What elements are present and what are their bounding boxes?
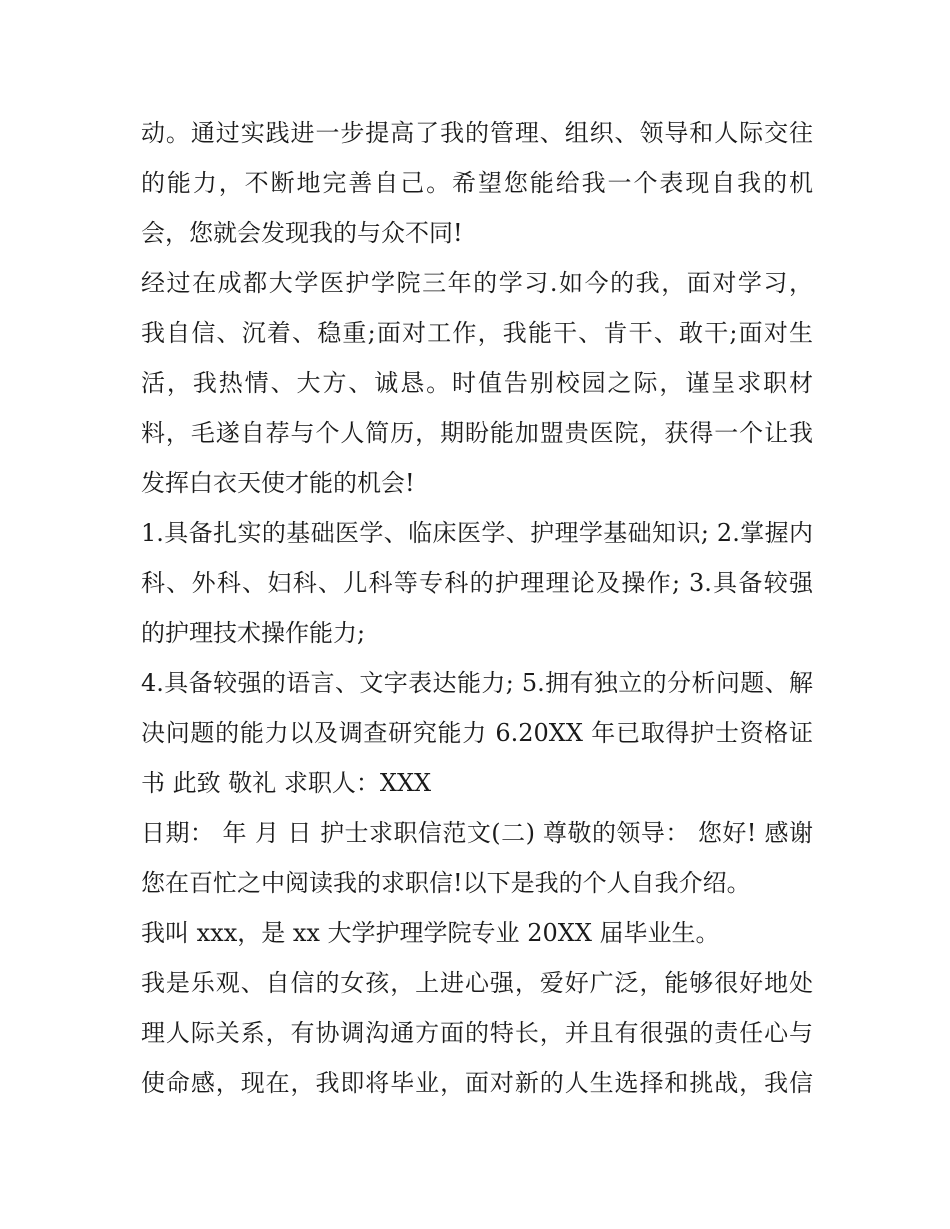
text-line: 使命感，现在，我即将毕业，面对新的人生选择和挑战，我信 bbox=[141, 1069, 813, 1097]
text-line: 4.具备较强的语言、文字表达能力; 5.拥有独立的分析问题、解 bbox=[141, 669, 813, 697]
text-line: 的能力，不断地完善自己。希望您能给我一个表现自我的机 bbox=[141, 169, 813, 197]
text-line: 日期： 年 月 日 护士求职信范文(二) 尊敬的领导： 您好! 感谢 bbox=[141, 819, 813, 847]
text-line: 您在百忙之中阅读我的求职信!以下是我的个人自我介绍。 bbox=[141, 869, 751, 897]
text-line: 动。通过实践进一步提高了我的管理、组织、领导和人际交往 bbox=[141, 119, 813, 147]
text-line: 科、外科、妇科、儿科等专科的护理理论及操作; 3.具备较强 bbox=[141, 569, 813, 597]
text-line: 我是乐观、自信的女孩，上进心强，爱好广泛，能够很好地处 bbox=[141, 969, 813, 997]
text-line: 我叫 xxx，是 xx 大学护理学院专业 20XX 届毕业生。 bbox=[141, 919, 720, 947]
text-line: 活，我热情、大方、诚恳。时值告别校园之际，谨呈求职材 bbox=[141, 369, 813, 397]
text-line: 的护理技术操作能力; bbox=[141, 619, 366, 647]
letter-body bbox=[141, 108, 813, 1108]
text-line: 理人际关系，有协调沟通方面的特长，并且有很强的责任心与 bbox=[141, 1019, 813, 1047]
text-line: 1.具备扎实的基础医学、临床医学、护理学基础知识; 2.掌握内 bbox=[141, 519, 813, 547]
text-line: 决问题的能力以及调查研究能力 6.20XX 年已取得护士资格证 bbox=[141, 719, 813, 747]
text-line: 我自信、沉着、稳重;面对工作，我能干、肯干、敢干;面对生 bbox=[141, 319, 813, 347]
text-line: 会，您就会发现我的与众不同! bbox=[141, 219, 463, 247]
text-line: 书 此致 敬礼 求职人：XXX bbox=[141, 769, 432, 797]
text-line: 经过在成都大学医护学院三年的学习.如今的我，面对学习， bbox=[141, 269, 813, 297]
text-line: 发挥白衣天使才能的机会! bbox=[141, 469, 415, 497]
text-line: 料，毛遂自荐与个人简历，期盼能加盟贵医院，获得一个让我 bbox=[141, 419, 813, 447]
